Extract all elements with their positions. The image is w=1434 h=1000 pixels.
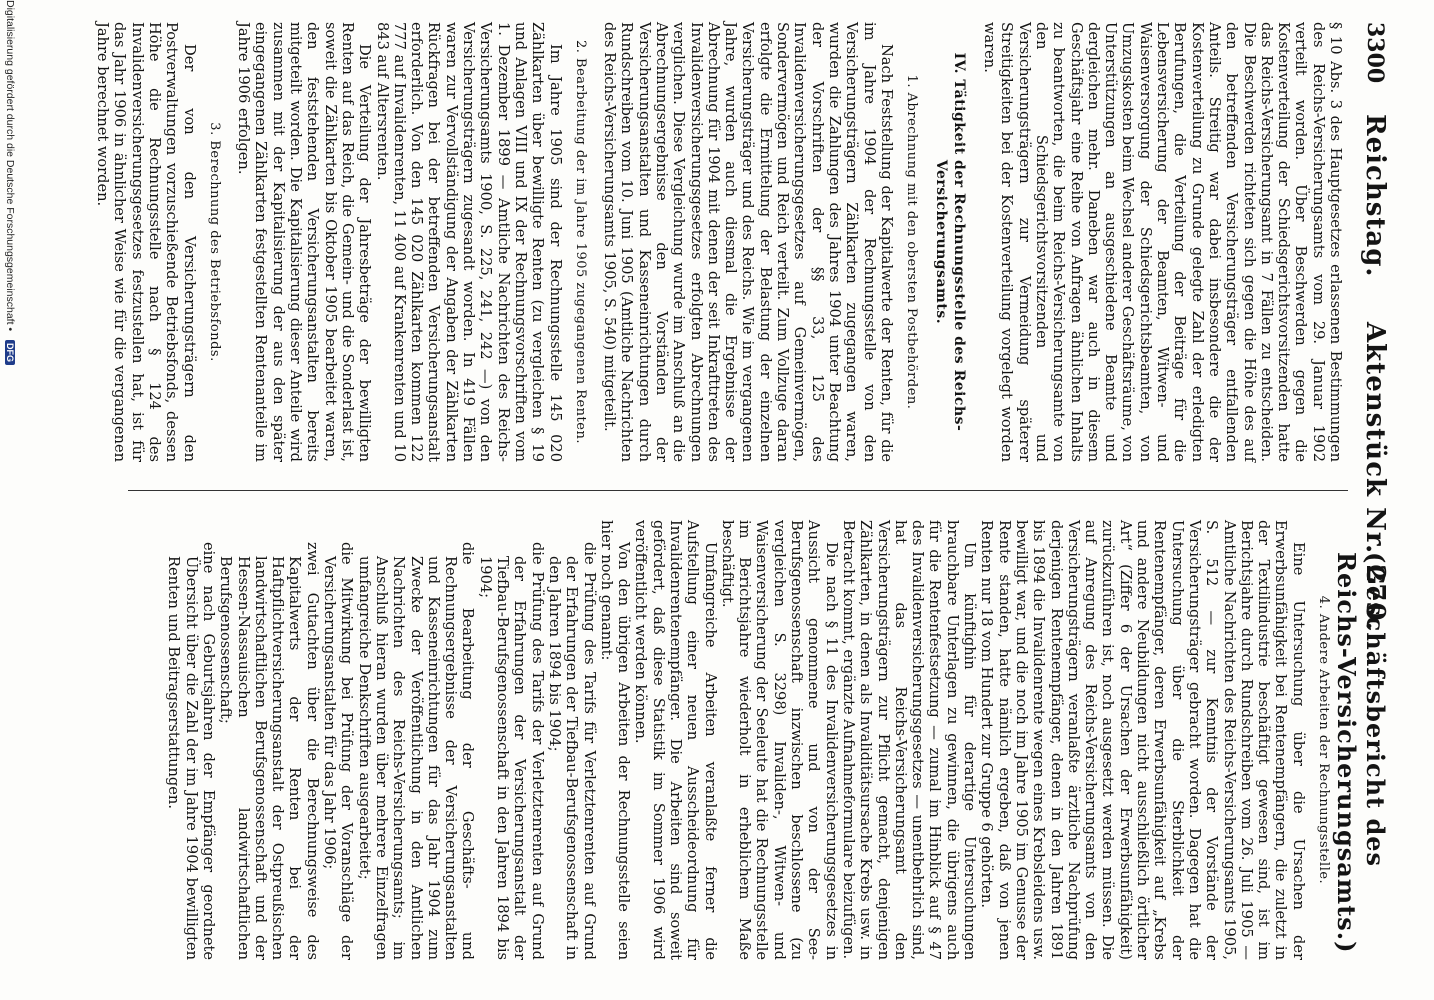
list-item: die Bearbeitung der Geschäfts- und Rechnungsergebnisse der Versicherungsanstalten und Kasseneinrichtungen für das Jahr 1904 zum Zwecke der Veröffentlichung in den Amtlichen Nachrichten des Reichs-Versicherungsamts; im Anschluß hieran wurden über mehrere Einzelfragen umfangreiche Denkschriften ausgearbeitet;: [355, 542, 477, 960]
paragraph: § 10 Abs. 3 des Hauptgesetzes erlassenen Bestimmungen des Reichs-Versicherungsamts vom 29. Januar 1902 verteilt worden. Über Beschwerden gegen die Kostenverteilung der Schiedsgerichtsvorsitzenden hatte das Reichs-Versicherungsamt in 7 Fällen zu entscheiden. Die Beschwerden richteten sich gegen die Höhe des auf den betreffenden Versicherungsträger entfallenden Anteils. Streitig war dabei insbesondere die der Kostenverteilung zu Grunde gelegte Zahl der erledigten Berufungen, die Verteilung der Beiträge für die Lebensversicherung der Beamten, Witwen- und Waisenversorgung der Schiedsgerichtsbeamten, von Umzugskosten beim Wechsel anderer Geschäftsräume, von Unterstützungen an ausgeschiedene Beamte und dergleichen mehr. Daneben war auch in diesem Geschäftsjahr eine Reihe von Anfragen ähnlichen Inhalts zu beantworten, die beim Reichs-Versicherungsamte von den Schiedsgerichtsvorsitzenden und Versicherungsträgern zur Vermeidung späterer Streitigkeiten bei der Kostenverteilung vorgelegt worden waren.: [981, 22, 1344, 462]
list-item: eine nach Geburtsjahren der Empfänger geordnete Übersicht über die Zahl der im Jahre 1904 bewilligten Renten und Beitragserstattungen.: [165, 542, 217, 960]
paragraph: Nach Feststellung der Kapitalwerte der Renten, für die im Jahre 1904 der Rechnungsstelle von den Versicherungsträgern Zählkarten zugegangen waren, wurden die Zahlungen des Jahres 1904 unter Beachtung der Vorschriften der §§ 33, 125 des Invalidenversicherungsgesetzes auf Gemeinvermögen, Sondervermögen und Reich verteilt. Zum Vollzuge daran erfolgte die Ermittelung der Belastung der einzelnen Versicherungsträger und des Reichs. Wie im vergangenen Jahre, wurden auch diesmal die Ergebnisse der Abrechnung für 1904 mit denen der seit Inkrafttreten des Invalidenversicherungsgesetzes erfolgten Abrechnungen verglichen. Diese Vergleichung wurde im Anschluß an die Abrechnungsergebnisse den Vorständen der Versicherungsanstalten und Kasseneinrichtungen durch Rundschreiben vom 10. Juni 1905 (Amtliche Nachrichten des Reichs-Versicherungsamts 1905, S. 540) mitgeteilt.: [601, 22, 895, 462]
list-item: die Prüfung des Tarifs für Verletztenrenten auf Grund der Erfahrungen der Tiefbau-Berufsgenossenschaft in den Jahren 1894 bis 1904;: [545, 542, 598, 960]
list-item: die Mitwirkung bei Prüfung der Voranschläge der Versicherungsanstalten für das Jahr 1906;: [321, 542, 356, 960]
work-list: [165, 520, 597, 960]
section-heading: IV. Tätigkeit der Rechnungsstelle des Reichs-Versicherungsamts.: [933, 52, 967, 432]
subsection-heading: 3. Berechnung des Betriebsfonds.: [206, 122, 222, 362]
footer-text: Digitalisierung gefördert durch die Deutsche Forschungsgemeinschaft •: [4, 0, 16, 332]
subsection-heading: 2. Bearbeitung der im Jahre 1905 zugegangenen Renten.: [572, 40, 588, 444]
digitization-footer: [2, 0, 16, 1000]
header-subtitle: (Geschäftsbericht des Reichs-Versicherungsamts.): [1332, 552, 1390, 954]
paragraph: Die Verteilung der Jahresbeträge der bewilligten Renten auf das Reich, die Gemein- und die Sonderlast ist, soweit die Zählkarten bis Oktober 1905 bearbeitet waren, den feststehenden Versicherungsanstalten bereits mitgeteilt worden. Die Kapitalisierung dieser Anteile wird zusammen mit der Kapitalisierung der aus den später eingegangenen Zählkarten festgestellten Rentenanteile im Jahre 1906 erfolgen.: [235, 22, 374, 462]
paragraph: Um künftighin für derartige Untersuchungen brauchbare Unterlagen zu gewinnen, die übrigens auch für die Rentenfestsetzung — zumal im Hinblick auf § 47 des Invalidenversicherungsgesetzes — unentbehrlich sind, hat das Reichs-Versicherungsamt den Versicherungsträgern zur Pflicht gemacht, denjenigen Zählkarten, in denen als Invaliditätsursache Krebs usw. in Betracht kommt, ergänzte Aufnahmeformulare beizufügen.: [839, 520, 979, 960]
list-item: zwei Gutachten über die Berechnungsweise des Kapitalwerts der Renten bei der Haftpflichtversicherungsanstalt der Ostpreußischen landwirtschaftlichen Berufsgenossenschaft und der Hessen-Nassauischen landwirtschaftlichen Berufsgenossenschaft;: [217, 542, 321, 960]
paragraph: Im Jahre 1905 sind der Rechnungsstelle 145 020 Zählkarten über bewilligte Renten (zu vergleichen § 19 und Anlagen VIII und IX der Rechnungsvorschriften vom 1. Dezember 1899 — Amtliche Nachrichten des Reichs-Versicherungsamts 1900, S. 225, 241, 242 —) von den Versicherungsträgern zugesandt worden. In 419 Fällen waren zur Vervollständigung der Angaben der Zählkarten Rückfragen bei der betreffenden Versicherungsanstalt erforderlich. Von den 145 020 Zählkarten kommen 122 777 auf Invalidenrenten, 11 400 auf Krankenrenten und 10 843 auf Altersrenten.: [373, 22, 564, 462]
page-number: 3300: [1362, 22, 1388, 84]
subsection-heading: 1. Abrechnung mit den obersten Postbehörden.: [904, 74, 920, 410]
paragraph: Von den übrigen Arbeiten der Rechnungsstelle seien hier noch genannt:: [597, 520, 633, 960]
subsection-heading: 4. Andere Arbeiten der Rechnungsstelle.: [1316, 595, 1331, 885]
dfg-logo: DFG: [5, 340, 15, 365]
right-column: [165, 520, 1344, 960]
list-item: die Prüfung des Tarifs der Verletztenrenten auf Grund der Erfahrungen der Versicherungsanstalt der Tiefbau-Berufsgenossenschaft in den Jahren 1894 bis 1904;: [476, 542, 546, 960]
left-column: [94, 22, 1344, 462]
page-header: [1332, 22, 1394, 982]
column-divider: [128, 490, 1348, 491]
document-number: Aktenstück Nr. 270.: [1360, 322, 1390, 632]
paragraph: Umfangreiche Arbeiten veranlaßte ferner die Aufstellung einer neuen Ausscheideordnung für Invalidenrentenempfänger. Die Arbeiten sind soweit gefördert, daß diese Statistik im Sommer 1906 wird veröffentlicht werden können.: [632, 520, 719, 960]
paragraph: Der von den Versicherungsträgern den Postverwaltungen vorzuschießende Betriebsfonds, dessen Höhe die Rechnungsstelle nach § 124 des Invalidenversicherungsgesetzes festzustellen hat, ist für das Jahr 1906 in ähnlicher Weise wie für die vergangenen Jahre berechnet worden.: [94, 22, 198, 462]
header-title: Reichstag.: [1360, 114, 1390, 278]
paragraph: Die nach § 11 des Invalidenversicherungsgesetzes in Aussicht genommene und von der See-Berufsgenossenschaft inzwischen beschlossene (zu vergleichen S. 3298) Invaliden-, Witwen- und Waisenversicherung der Seeleute hat die Rechnungsstelle im Berichtsjahre wiederholt in erheblichem Maße beschäftigt.: [718, 520, 840, 960]
paragraph: Eine Untersuchung über die Ursachen der Erwerbsunfähigkeit bei Rentenempfängern, die zuletzt in der Textilindustrie beschäftigt gewesen sind, ist im Berichtsjahre durch Rundschreiben vom 26. Juli 1905 — Amtliche Nachrichten des Reichs-Versicherungsamts 1905, S. 512 — zur Kenntnis der Vorstände der Versicherungsträger gebracht worden. Dagegen hat die Untersuchung über die Sterblichkeit der Rentenempfänger, deren Erwerbsunfähigkeit auf „Krebs und andere Neubildungen nicht ausschließlich örtlicher Art“ (Ziffer 6 der Ursachen der Erwerbsunfähigkeit) zurückzuführen ist, noch ausgesetzt werden müssen. Die auf Anregung des Reichs-Versicherungsamts von den Versicherungsträgern veranlaßte ärztliche Nachprüfung derjenigen Rentenempfänger, denen in den Jahren 1891 bis 1894 die Invalidenrente wegen eines Krebsleidens usw. bewilligt war, und die noch im Jahre 1905 im Genusse der Rente standen, hatte nämlich ergeben, daß von jenen Renten nur 18 vom Hundert zur Gruppe 6 gehörten.: [978, 520, 1307, 960]
